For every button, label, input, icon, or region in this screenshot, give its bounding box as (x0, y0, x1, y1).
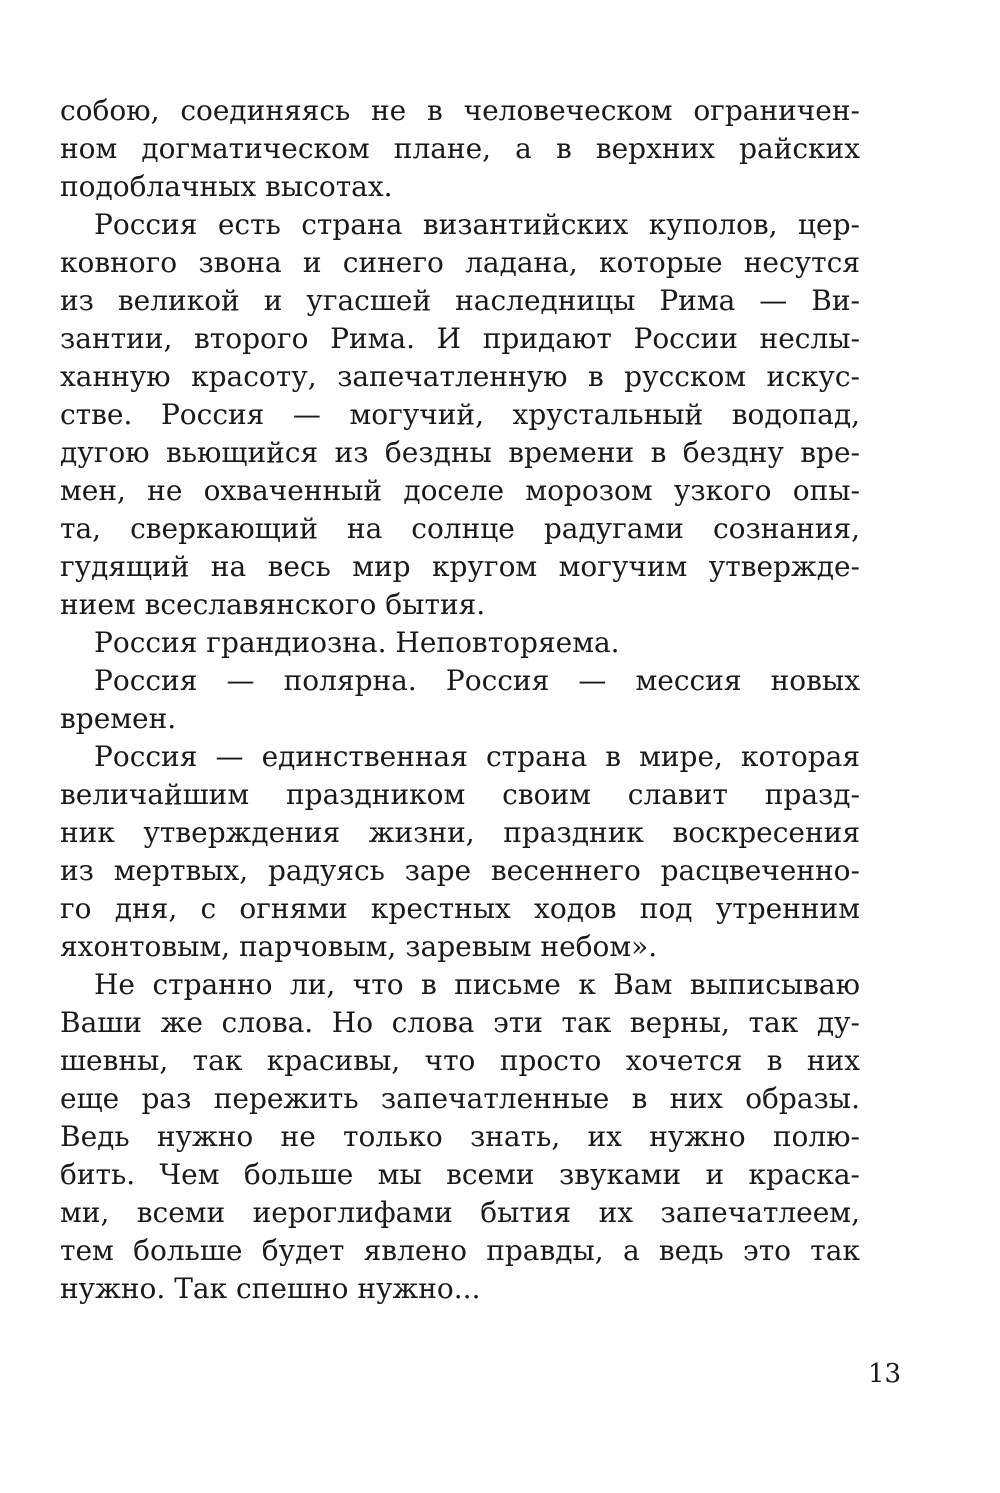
paragraph (60, 966, 860, 1308)
text-line: бить. Чем больше мы всеми звуками и краска- (60, 1158, 860, 1191)
text-line: собою, соединяясь не в человеческом ограничен- (60, 94, 860, 127)
text-line: Не странно ли, что в письме к Вам выписываю (94, 968, 860, 1001)
text-line: зантии, второго Рима. И придают России неслы- (60, 322, 860, 355)
text-line: Россия грандиозна. Неповторяема. (94, 626, 620, 659)
paragraph (60, 738, 860, 966)
text-line: дугою вьющийся из бездны времени в бездну вре- (60, 436, 860, 469)
text-line: ковного звона и синего ладана, которые несутся (60, 246, 860, 279)
text-line: нужно. Так спешно нужно... (60, 1272, 481, 1305)
text-line: подоблачных высотах. (60, 170, 393, 203)
text-line: тем больше будет явлено правды, а ведь это так (60, 1234, 860, 1267)
paragraph (60, 624, 860, 662)
text-line: мен, не охваченный доселе морозом узкого опы- (60, 474, 860, 507)
paragraph (60, 206, 860, 624)
text-line: ном догматическом плане, а в верхних райских (60, 132, 860, 165)
text-line: го дня, с огнями крестных ходов под утренним (60, 892, 860, 925)
text-line: еще раз пережить запечатленные в них образы. (60, 1082, 860, 1115)
text-line: Ведь нужно не только знать, их нужно полю- (60, 1120, 860, 1153)
text-line: стве. Россия — могучий, хрустальный водопад, (60, 398, 860, 431)
page-body (60, 92, 860, 1308)
text-line: та, сверкающий на солнце радугами сознания, (60, 512, 860, 545)
text-line: нием всеславянского бытия. (60, 588, 486, 621)
text-line: шевны, так красивы, что просто хочется в них (60, 1044, 860, 1077)
text-line: ник утверждения жизни, праздник воскресения (60, 816, 860, 849)
text-line: из великой и угасшей наследницы Рима — Ви- (60, 284, 860, 317)
text-line: гудящий на весь мир кругом могучим утвержде- (60, 550, 860, 583)
text-line: яхонтовым, парчовым, заревым небом». (60, 930, 658, 963)
paragraph (60, 662, 860, 738)
paragraph (60, 92, 860, 206)
text-line: из мертвых, радуясь заре весеннего расцвеченно- (60, 854, 860, 887)
text-line: времен. (60, 702, 177, 735)
text-line: ханную красоту, запечатленную в русском искус- (60, 360, 860, 393)
text-line: ми, всеми иероглифами бытия их запечатлеем, (60, 1196, 860, 1229)
page-number: 13 (868, 1359, 902, 1389)
text-line: Россия — единственная страна в мире, которая (94, 740, 860, 773)
text-line: Россия есть страна византийских куполов, цер- (94, 208, 860, 241)
text-line: Ваши же слова. Но слова эти так верны, так ду- (60, 1006, 860, 1039)
text-line: величайшим праздником своим славит празд- (60, 778, 860, 811)
text-line: Россия — полярна. Россия — мессия новых (94, 664, 860, 697)
